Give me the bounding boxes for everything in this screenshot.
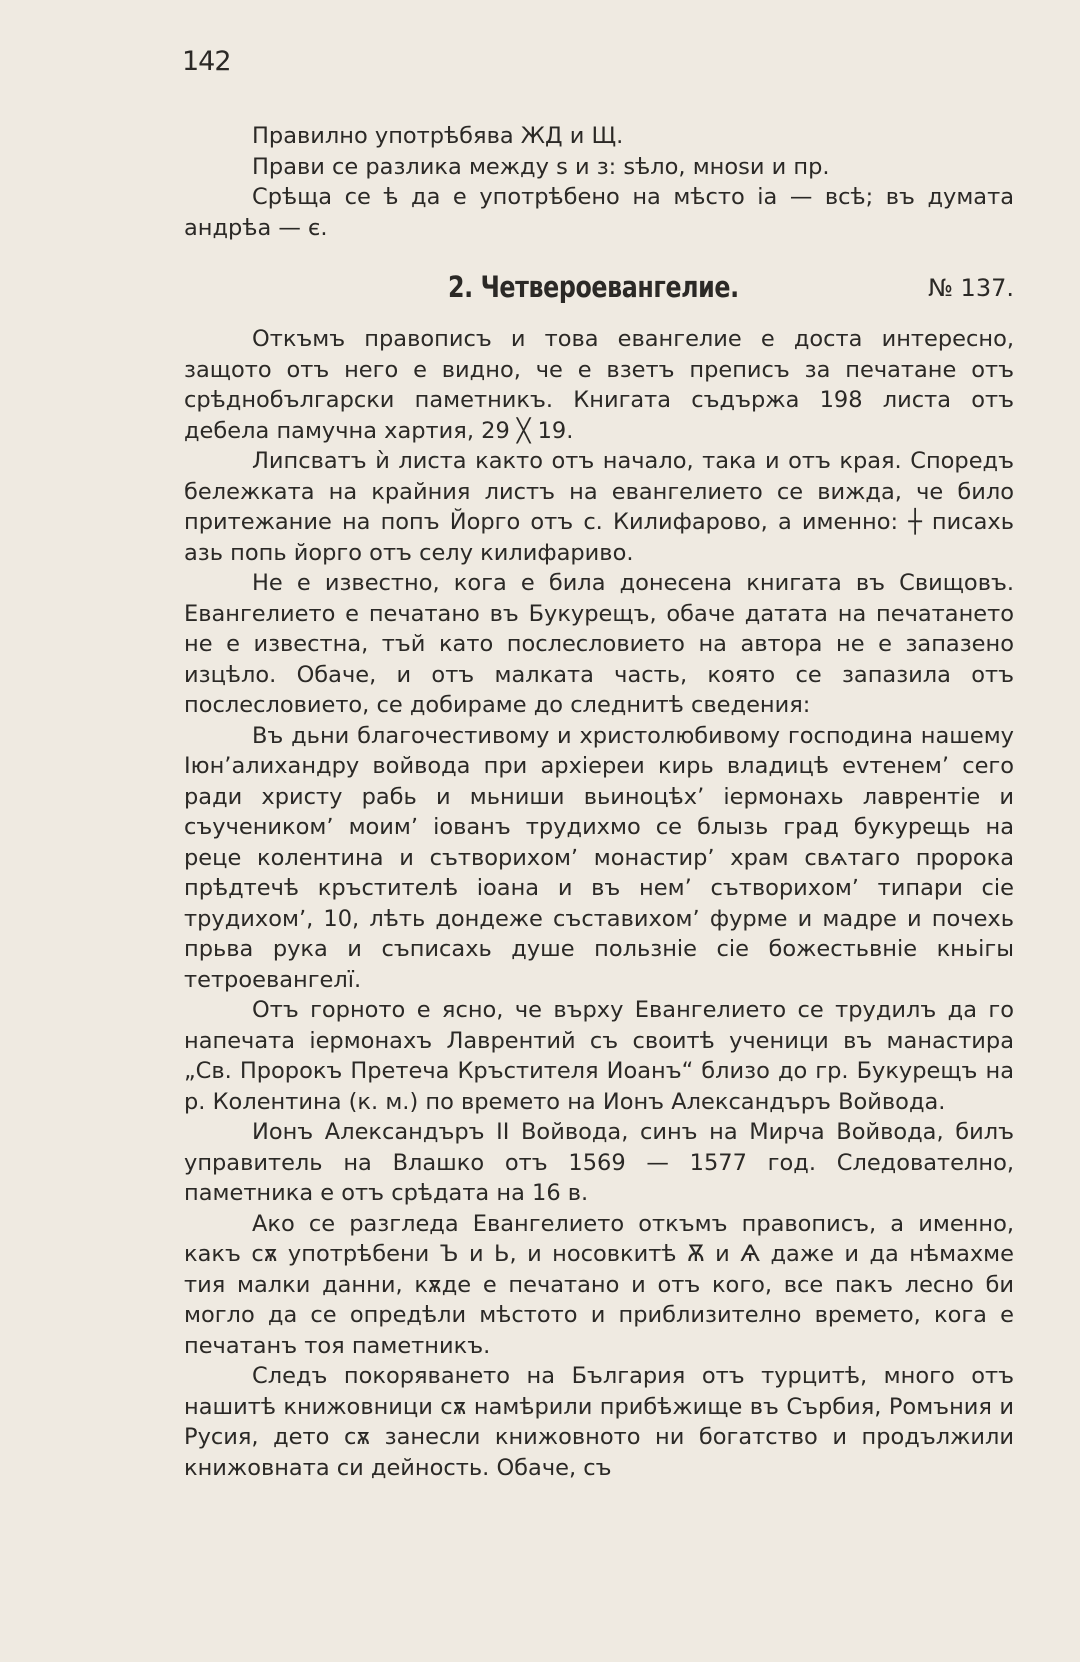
- section-heading: [184, 270, 1014, 310]
- section-number: № 137.: [927, 274, 1014, 302]
- paragraph: Ако се разгледа Евангелието откъмъ правописъ, а именно, какъ сѫ употрѣбени Ъ и Ь, и носовкитѣ Ѫ и Ѧ даже и да нѣмахме тия малки данни, кѫде е печатано и отъ кого, все пакъ лесно би могло да се опредѣли мѣстото и приблизително времето, кога е печатанъ тоя паметникъ.: [184, 1210, 1014, 1359]
- paragraph: Правилно употрѣбява ЖД и Щ.: [252, 123, 624, 149]
- paragraph: Срѣща се ѣ да е употрѣбено на мѣсто ia — всѣ; въ думата андрѣа — є.: [184, 184, 1014, 241]
- page-number: 142: [182, 46, 231, 77]
- paragraph: Отъ горното е ясно, че върху Евангелието се трудилъ да го напечата iермонахъ Лаврентий съ своитѣ ученици въ манастира „Св. Пророкъ Претеча Кръстителя Иоанъ“ близо до гр. Букурещъ на р. Колентина (к. м.) по времето на Ионъ Александъръ Войвода.: [184, 997, 1014, 1115]
- paragraph: Липсватъ ѝ листа както отъ начало, така и отъ края. Споредъ бележката на крайния листъ на евангелието се вижда, че било притежание на попъ Йорго отъ с. Килифарово, а именно: ┼ писахь азь попь йорго отъ селу килифариво.: [184, 448, 1014, 566]
- paragraph: Следъ покоряването на България отъ турцитѣ, много отъ нашитѣ книжовници сѫ намѣрили прибѣжище въ Сърбия, Ромъния и Русия, дето сѫ занесли книжовното ни богатство и продължили книжовната си дейность. Обаче, съ: [184, 1363, 1014, 1481]
- paragraph: Не е известно, кога е била донесена книгата въ Свищовъ. Евангелието е печатано въ Букурещъ, обаче датата на печатането не е известна, тъй като послесловието на автора не е запазено изцѣло. Обаче, и отъ малката часть, която се запазила отъ послесловието, се добираме до следнитѣ сведения:: [184, 570, 1014, 718]
- paragraph: Откъмъ правописъ и това евангелие е доста интересно, защото отъ него е видно, че е взетъ преписъ за печатане отъ срѣднобългарски паметникъ. Книгата съдържа 198 листа отъ дебела памучна хартия, 29 ╳ 19.: [184, 326, 1014, 444]
- intro-text: [184, 121, 1014, 243]
- section-title: 2. Четвероевангелие.: [448, 270, 739, 304]
- body-text: [184, 324, 1014, 1483]
- quotation-paragraph: Въ дьни благочестивому и христолюбивому господина нашему Іюн’алиxандру войвода при архіереи кирь владицѣ еvтенем’ сего ради христу рабь и мьниши вьиноцѣх’ iермонахь лаврентіе и съученикомʼ моимʼ iованъ трудихмо се блызь град букурещь на реце колентина и сътворихомʼ монастирʼ храм свѧтаго пророка прѣдтечѣ кръстителѣ ioана и въ нем’ сътворихомʼ типари сіе трудихомʼ, 10, лѣть дондеже съставихомʼ фурме и мадре и почехь прьва рука и съписахь душе пользніе сіе божестьвніе кньігы тетроевангелї.: [184, 722, 1014, 993]
- paragraph: Прави се разлика между ѕ и з: ѕѣло, мноѕи и пр.: [252, 153, 830, 180]
- paragraph: Ионъ Александъръ II Войвода, синъ на Мирча Войвода, билъ управитель на Влашко отъ 1569 — 1577 год. Следователно, паметника е отъ срѣдата на 16 в.: [184, 1119, 1014, 1206]
